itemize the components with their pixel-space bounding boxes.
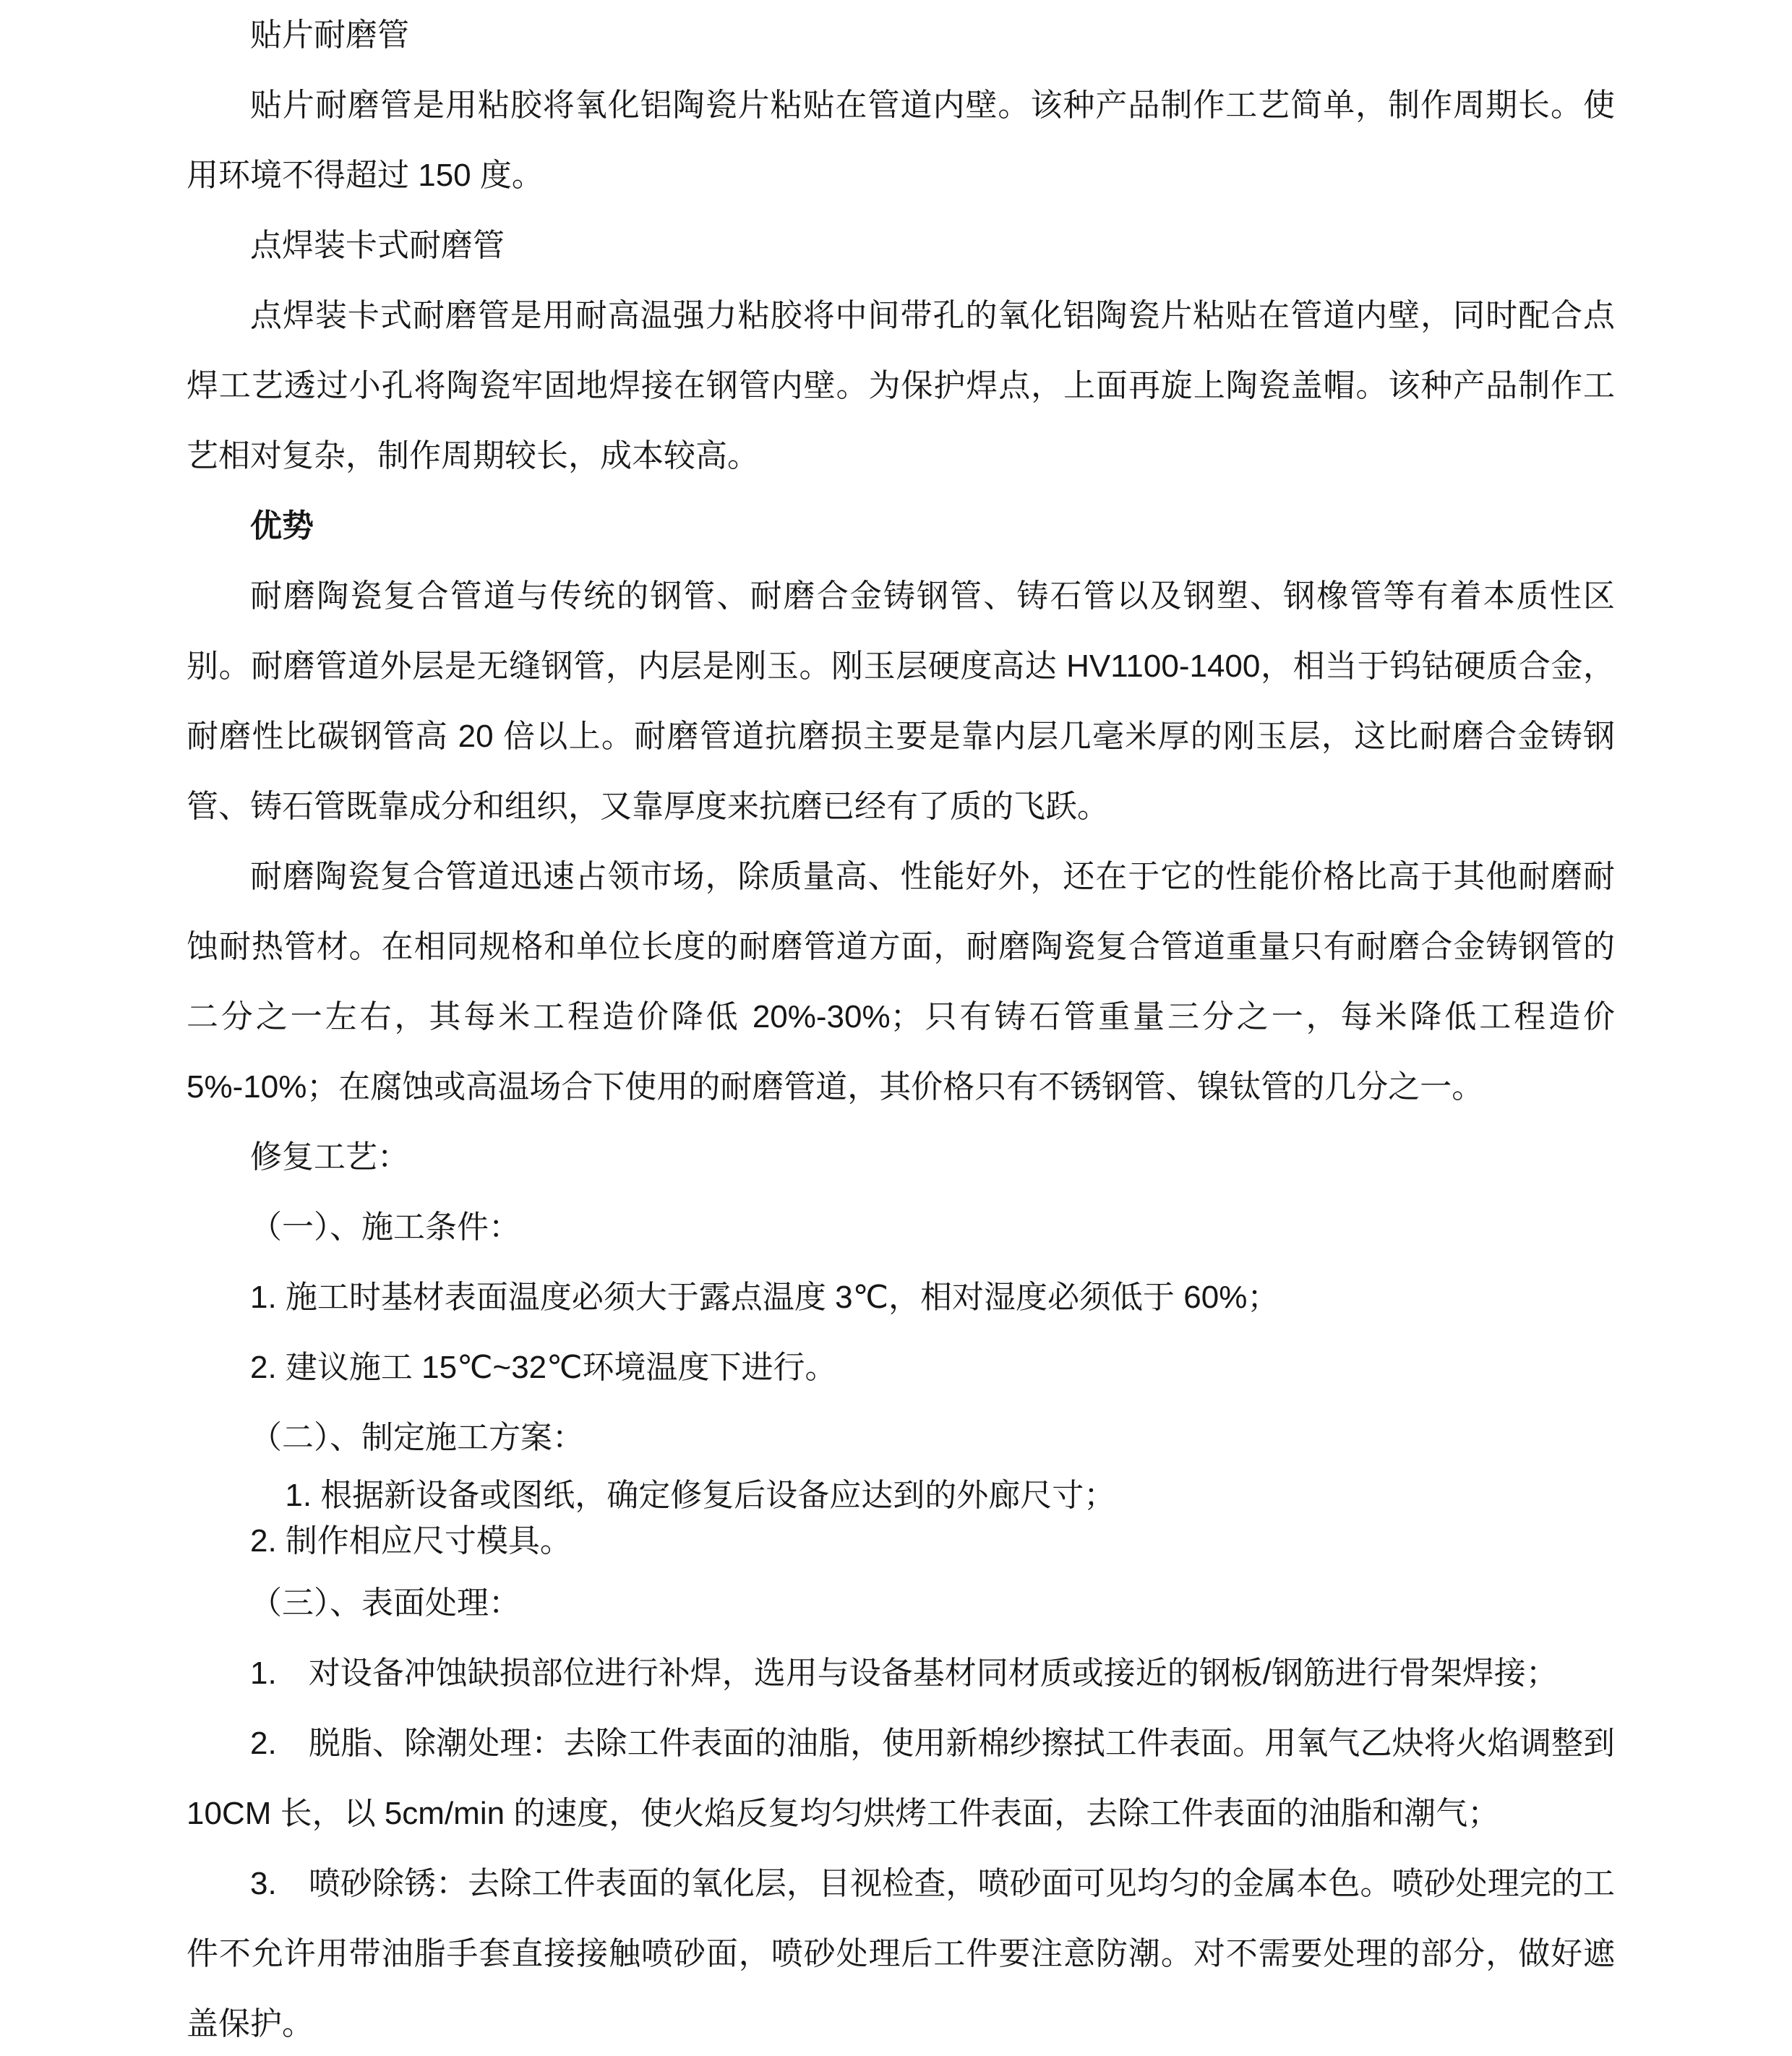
paragraph-section-heading: 修复工艺：: [250, 1139, 409, 1175]
paragraph-body: 3. 喷砂除锈：去除工件表面的氧化层，目视检查，喷砂面可见均匀的金属本色。喷砂处理完的工件不允许用带油脂手套直接接触喷砂面，喷砂处理后工件要注意防潮。对不需要处理的部分，做好遮盖保护。: [187, 1866, 1615, 2042]
paragraph-body: 点焊装卡式耐磨管是用耐高温强力粘胶将中间带孔的氧化铝陶瓷片粘贴在管道内壁，同时配合点焊工艺透过小孔将陶瓷牢固地焊接在钢管内壁。为保护焊点，上面再旋上陶瓷盖帽。该种产品制作工艺相对复杂，制作周期较长，成本较高。: [187, 298, 1615, 474]
paragraph-list-item-indented-tight: 1. 根据新设备或图纸，确定修复后设备应达到的外廊尺寸；: [285, 1478, 1116, 1513]
paragraph-body: 贴片耐磨管是用粘胶将氧化铝陶瓷片粘贴在管道内壁。该种产品制作工艺简单，制作周期长。使用环境不得超过 150 度。: [187, 87, 1615, 193]
paragraph-list-item: 1. 对设备冲蚀缺损部位进行补焊，选用与设备基材同材质或接近的钢板/钢筋进行骨架焊接；: [250, 1655, 1558, 1691]
paragraph-section-heading: （二）、制定施工方案：: [250, 1420, 584, 1455]
paragraph-section-heading: 点焊装卡式耐磨管: [250, 228, 505, 263]
paragraph-section-heading: 贴片耐磨管: [250, 17, 409, 53]
document-body: [187, 0, 1615, 2056]
paragraph-list-item: 1. 施工时基材表面温度必须大于露点温度 3℃，相对湿度必须低于 60%；: [250, 1280, 1279, 1315]
paragraph-list-item-tight: 2. 制作相应尺寸模具。: [250, 1523, 572, 1559]
paragraph-body: 耐磨陶瓷复合管道迅速占领市场，除质量高、性能好外，还在于它的性能价格比高于其他耐磨耐蚀耐热管材。在相同规格和单位长度的耐磨管道方面，耐磨陶瓷复合管道重量只有耐磨合金铸钢管的二分之一左右，其每米工程造价降低 20%-30%；只有铸石管重量三分之一，每米降低工程造价 5%-10%；在腐蚀或高温场合下使用的耐磨管道，其价格只有不锈钢管、镍钛管的几分之一。: [187, 859, 1615, 1105]
paragraph-section-heading: （一）、施工条件：: [250, 1209, 520, 1245]
paragraph-body: 耐磨陶瓷复合管道与传统的钢管、耐磨合金铸钢管、铸石管以及钢塑、钢橡管等有着本质性区别。耐磨管道外层是无缝钢管，内层是刚玉。刚玉层硬度高达 HV1100-1400，相当于钨钴硬质合金，耐磨性比碳钢管高 20 倍以上。耐磨管道抗磨损主要是靠内层几毫米厚的刚玉层，这比耐磨合金铸钢管、铸石管既靠成分和组织，又靠厚度来抗磨已经有了质的飞跃。: [187, 578, 1615, 824]
paragraph-body: 2. 脱脂、除潮处理：去除工件表面的油脂，使用新棉纱擦拭工件表面。用氧气乙炔将火焰调整到 10CM 长，以 5cm/min 的速度，使火焰反复均匀烘烤工件表面，去除工件表面的油脂和潮气；: [187, 1726, 1615, 1831]
paragraph-list-item: 2. 建议施工 15℃~32℃环境温度下进行。: [250, 1350, 837, 1385]
paragraph-section-heading: （三）、表面处理：: [250, 1585, 520, 1621]
paragraph-emphasis-heading: 优势: [250, 508, 314, 544]
